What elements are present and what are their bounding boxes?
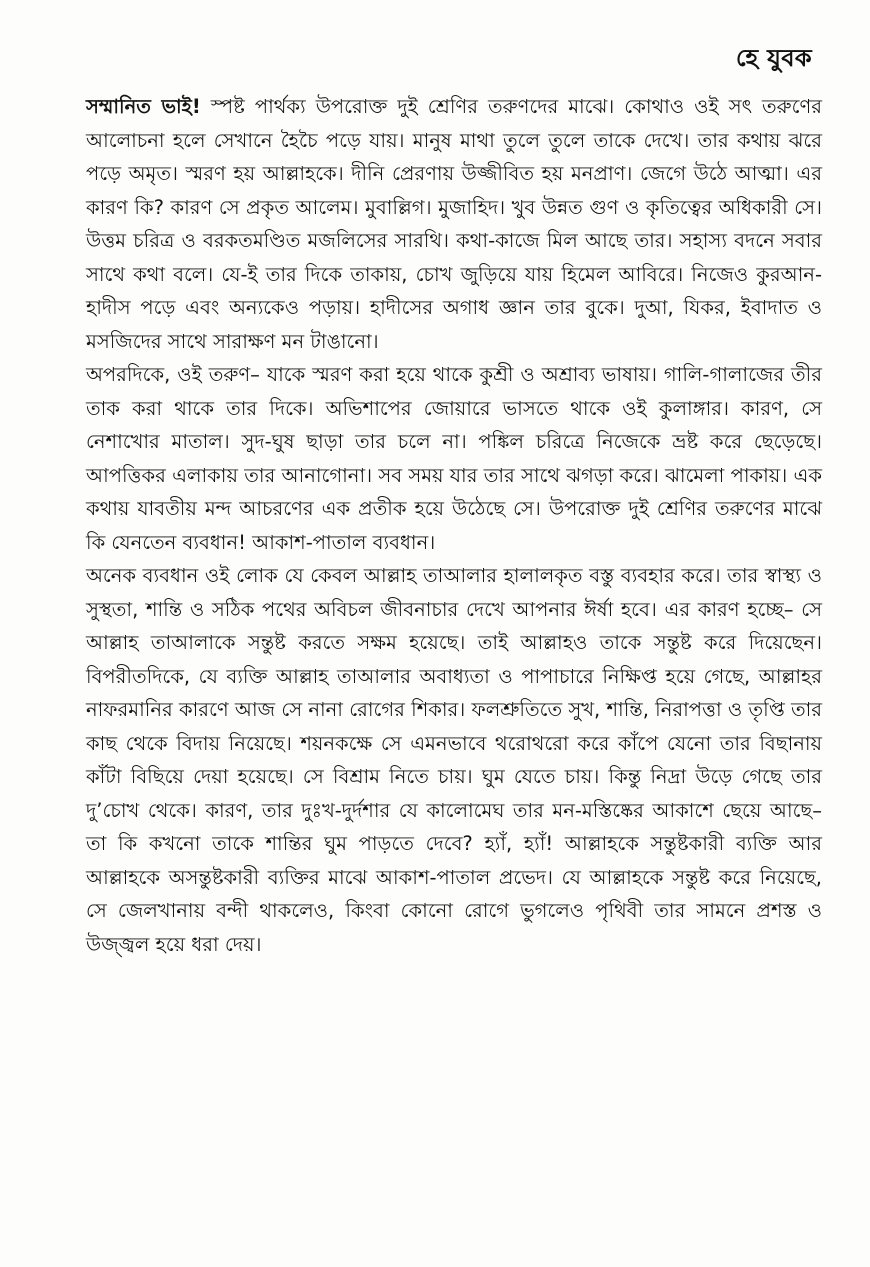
paragraph-text: স্পষ্ট পার্থক্য উপরোক্ত দুই শ্রেণির তরুণদের মাঝে। কোথাও ওই সৎ তরুণের আলোচনা হলে সেখানে হৈচৈ পড়ে যায়। মানুষ মাথা তুলে তুলে তাকে দেখে। তার কথায় ঝরে পড়ে অমৃত। স্মরণ হয় আল্লাহকে। দীনি প্রেরণায় উজ্জীবিত হয় মনপ্রাণ। জেগে উঠে আত্মা। এর কারণ কি? কারণ সে প্রকৃত আলেম। মুবাল্লিগ। মুজাহিদ। খুব উন্নত গুণ ও কৃতিত্বের অধিকারী সে। উত্তম চরিত্র ও বরকতমণ্ডিত মজলিসের সারথি। কথা-কাজে মিল আছে তার। সহাস্য বদনে সবার সাথে কথা বলে। যে-ই তার দিকে তাকায়, চোখ জুড়িয়ে যায় হিমেল আবিরে। নিজেও কুরআন-হাদীস পড়ে এবং অন্যকেও পড়ায়। হাদীসের অগাধ জ্ঞান তার বুকে। দুআ, যিকর, ইবাদাত ও মসজিদের সাথে সারাক্ষণ মন টাঙানো। bbox=[86, 95, 822, 353]
paragraph-text: অনেক ব্যবধান ওই লোক যে কেবল আল্লাহ তাআলার হালালকৃত বস্তু ব্যবহার করে। তার স্বাস্থ্য ও সুস্থতা, শান্তি ও সঠিক পথের অবিচল জীবনাচার দেখে আপনার ঈর্ষা হবে। এর কারণ হচ্ছে– সে আল্লাহ তাআলাকে সন্তুষ্ট করতে সক্ষম হয়েছে। তাই আল্লাহও তাকে সন্তুষ্ট করে দিয়েছেন। বিপরীতদিকে, যে ব্যক্তি আল্লাহ তাআলার অবাধ্যতা ও পাপাচারে নিক্ষিপ্ত হয়ে গেছে, আল্লাহর নাফরমানির কারণে আজ সে নানা রোগের শিকার। ফলশ্রুতিতে সুখ, শান্তি, নিরাপত্তা ও তৃপ্তি তার কাছ থেকে বিদায় নিয়েছে। শয়নকক্ষে সে এমনভাবে থরোথরো করে কাঁপে যেনো তার বিছানায় কাঁটা বিছিয়ে দেয়া হয়েছে। সে বিশ্রাম নিতে চায়। ঘুম যেতে চায়। কিন্তু নিদ্রা উড়ে গেছে তার দু’চোখ থেকে। কারণ, তার দুঃখ-দুর্দশার যে কালোমেঘ তার মন-মস্তিষ্কের আকাশে ছেয়ে আছে– তা কি কখনো তাকে শান্তির ঘুম পাড়তে দেবে? হ্যাঁ, হ্যাঁ! আল্লাহকে সন্তুষ্টকারী ব্যক্তি আর আল্লাহকে অসন্তুষ্টকারী ব্যক্তির মাঝে আকাশ-পাতাল প্রভেদ। যে আল্লাহকে সন্তুষ্ট করে নিয়েছে, সে জেলখানায় বন্দী থাকলেও, কিংবা কোনো রোগে ভুগলেও পৃথিবী তার সামনে প্রশস্ত ও উজ্জ্বল হয়ে ধরা দেয়। bbox=[86, 564, 822, 956]
paragraph-3 bbox=[86, 559, 822, 961]
paragraph-1 bbox=[86, 90, 822, 358]
paragraph-text: অপরদিকে, ওই তরুণ– যাকে স্মরণ করা হয়ে থাকে কুশ্রী ও অশ্রাব্য ভাষায়। গালি-গালাজের তীর তাক করা থাকে তার দিকে। অভিশাপের জোয়ারে ভাসতে থাকে ওই কুলাঙ্গার। কারণ, সে নেশাখোর মাতাল। সুদ-ঘুষ ছাড়া তার চলে না। পঙ্কিল চরিত্রে নিজেকে ভ্রষ্ট করে ছেড়েছে। আপত্তিকর এলাকায় তার আনাগোনা। সব সময় যার তার সাথে ঝগড়া করে। ঝামেলা পাকায়। এক কথায় যাবতীয় মন্দ আচরণের এক প্রতীক হয়ে উঠেছে সে। উপরোক্ত দুই শ্রেণির তরুণের মাঝে কি যেনতেন ব্যবধান! আকাশ-পাতাল ব্যবধান। bbox=[86, 363, 822, 554]
body-text bbox=[86, 90, 822, 961]
paragraph-lead: সম্মানিত ভাই! bbox=[86, 95, 201, 118]
running-header: হে যুবক bbox=[735, 44, 812, 72]
paragraph-2 bbox=[86, 358, 822, 559]
